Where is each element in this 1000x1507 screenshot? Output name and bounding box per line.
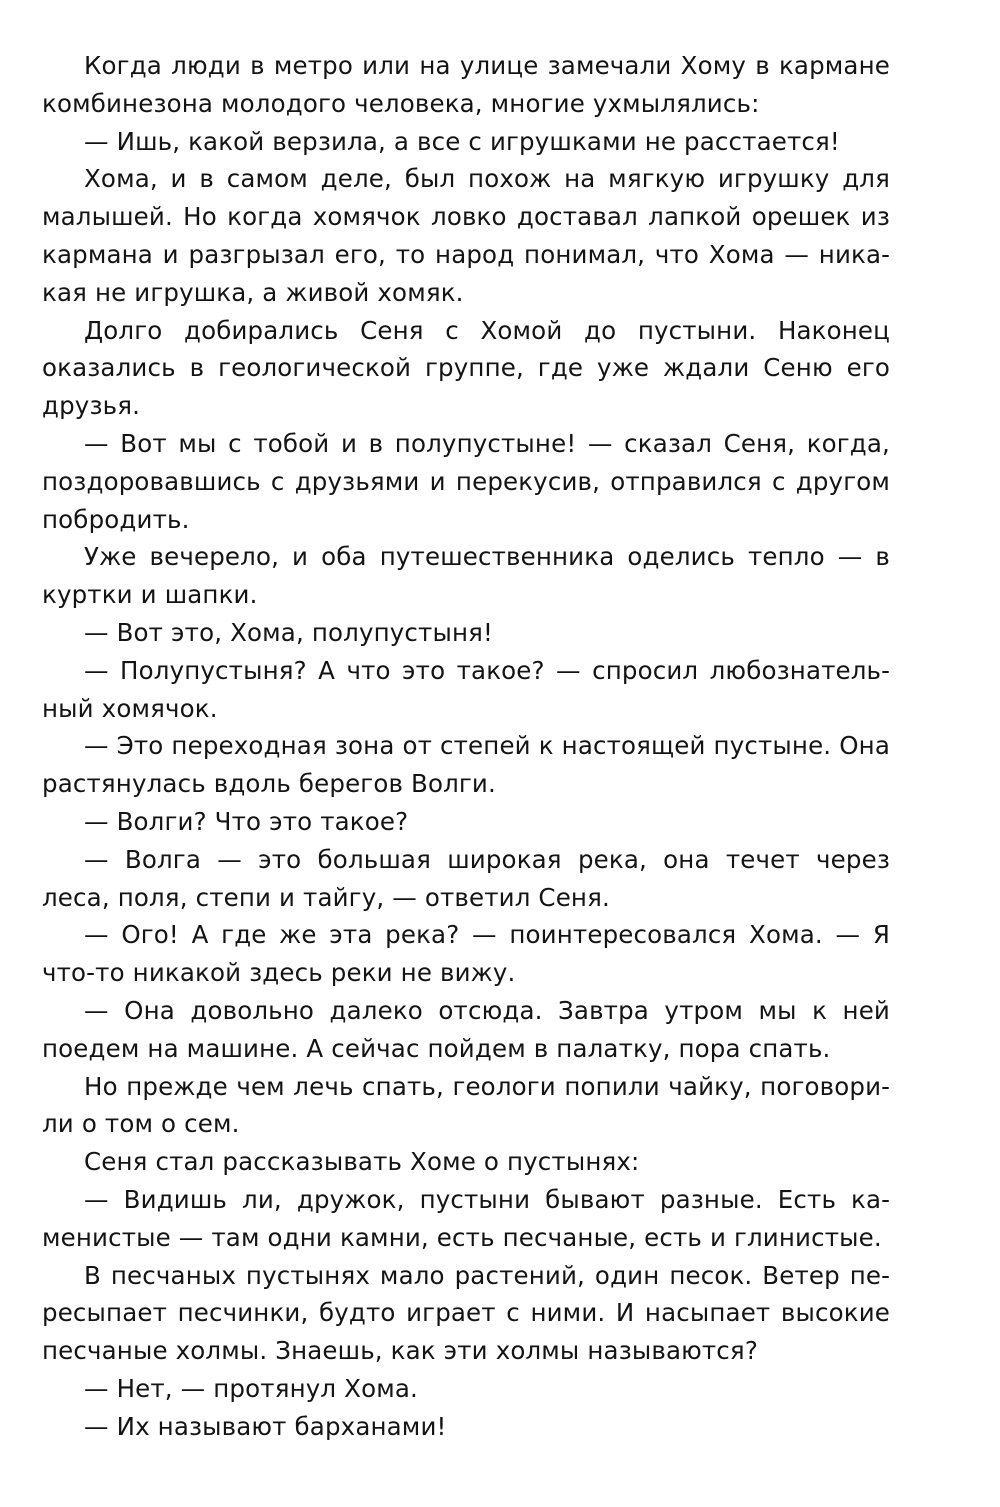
paragraph-10: — Волги? Что это такое? xyxy=(84,806,409,836)
paragraph-1: Когда люди в метро или на улице замечали Хому в кармане комбинезона молодого человека, многие ухмылялись: xyxy=(42,51,890,118)
paragraph-16: — Видишь ли, дружок, пустыни бывают разные. Есть каменистые — там одни камни, есть песчаные, есть и глинистые. xyxy=(42,1184,890,1252)
paragraph-9: — Это переходная зона от степей к настоящей пустыне. Она растянулась вдоль берегов Волги. xyxy=(42,731,890,799)
paragraph-18: — Нет, — протянул Хома. xyxy=(84,1373,418,1403)
book-page xyxy=(42,47,890,1445)
paragraph-11: — Волга — это большая широкая река, она течет через леса, поля, степи и тайгу, — ответил Сеня. xyxy=(42,844,890,912)
paragraph-7: — Вот это, Хома, полупустыня! xyxy=(84,617,493,647)
paragraph-6: Уже вечерело, и оба путешественника оделись тепло — в куртки и шапки. xyxy=(42,542,890,610)
paragraph-3: Хома, и в самом деле, был похож на мягкую игрушку для малышей. Но когда хомячок ловко доставал лапкой орешек из кармана и разгрызал его, то народ понимал, что Хома — никакая не игрушка, а живой хомяк. xyxy=(42,164,890,307)
paragraph-17: В песчаных пустынях мало растений, один песок. Ветер пересыпает песчинки, будто играет с ними. И насыпает высокие песчаные холмы. Знаешь, как эти холмы называются? xyxy=(42,1260,890,1366)
paragraph-13: — Она довольно далеко отсюда. Завтра утром мы к ней поедем на машине. А сейчас пойдем в палатку, пора спать. xyxy=(42,995,890,1063)
paragraph-4: Долго добирались Сеня с Хомой до пустыни. Наконец оказались в геологической группе, где уже ждали Сеню его друзья. xyxy=(42,315,890,421)
paragraph-2: — Ишь, какой верзила, а все с игрушками не расстается! xyxy=(84,126,840,156)
paragraph-5: — Вот мы с тобой и в полупустыне! — сказал Сеня, когда, поздоровавшись с друзьями и перекусив, отправился с другом побродить. xyxy=(42,428,890,534)
paragraph-19: — Их называют барханами! xyxy=(84,1411,447,1441)
paragraph-15: Сеня стал рассказывать Хоме о пустынях: xyxy=(84,1147,640,1177)
paragraph-14: Но прежде чем лечь спать, геологи попили чайку, поговорили о том о сем. xyxy=(42,1071,890,1139)
paragraph-12: — Ого! А где же эта река? — поинтересовался Хома. — Я что-то никакой здесь реки не вижу. xyxy=(42,920,890,988)
paragraph-8: — Полупустыня? А что это такое? — спросил любознательный хомячок. xyxy=(42,655,890,723)
